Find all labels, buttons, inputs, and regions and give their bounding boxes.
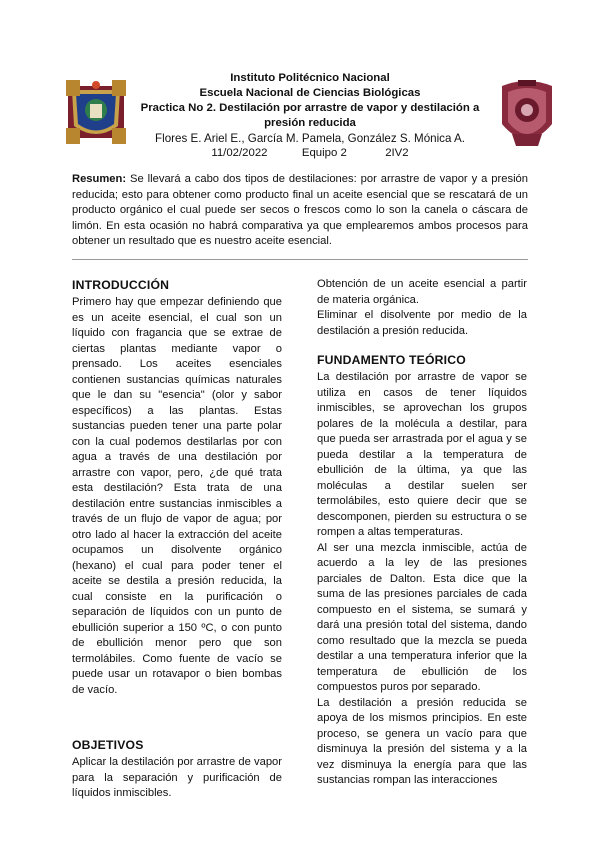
intro-body: Primero hay que empezar definiendo que es un aceite esencial, el cual son un líquido con fragancia que se extrae de ciertas plantas mediante vapor o prensado. Los aceites esenciales contienen sustancias químicas naturales que le dan su "esencia" (olor y sabor específicos) a las plantas. Estas sustancias pueden tener una parte polar con la cual podemos destilarlas por con agua a través de una destilación por arrastre con vapor, pero, ¿de qué trata esta destilación? Esta trata de una destilación entre sustancias inmiscibles a través de un flujo de vapor de agua; por otro lado al hacer la extracción del aceite ocupamos un disolvente orgánico (hexano) el cual para poder tener el aceite se destila a presión reducida, la cual consiste en la purificación o separación de líquidos con un punto de ebullición superior a 150 ºC, o con punto de ebullición menor pero que son termolábiles. Como fuente de vacío se puede usar un rotavapor o bien bombas de vacío. [72,296,282,696]
objective-item-1: Aplicar la destilación por arrastre de vapor para la separación y purificación de líquidos inmiscibles. [72,756,282,799]
meta-line [130,146,490,161]
institution-name: Instituto Politécnico Nacional [230,72,390,84]
left-column [72,277,282,802]
divider [72,259,528,260]
practice-title-line-1: Practica No 2. Destilación por arrastre de vapor y destilación a [140,102,480,114]
theory-paragraph-1: La destilación por arrastre de vapor se utiliza en casos de tener líquidos inmiscibles, se aprovechan los grupos polares de la molécula a destilar, para que pueda ser arrastrada por el agua y se pueda destilar a la temperatura de ebullición de la última, ya que las moléculas a destilar suelen ser termolábiles, esto quiere decir que se descomponen, pierden su estructura o se rompen a altas temperaturas. [317,371,527,538]
escudo-encb-icon [498,76,556,156]
date: 11/02/2022 [211,147,268,159]
objective-item-2: Obtención de un aceite esencial a partir de materia orgánica. [317,278,527,306]
objectives-title: OBJETIVOS [72,738,144,752]
theory-title: FUNDAMENTO TEÓRICO [317,353,466,367]
authors: Flores E. Ariel E., García M. Pamela, González S. Mónica A. [155,132,465,145]
intro-title: INTRODUCCIÓN [72,278,170,292]
objective-item-3: Eliminar el disolvente por medio de la destilación a presión reducida. [317,309,527,337]
school-name: Escuela Nacional de Ciencias Biológicas [199,87,421,99]
right-column [317,277,527,789]
abstract-label: Resumen: [72,173,127,185]
group: 2IV2 [385,147,409,159]
abstract-text: Se llevará a cabo dos tipos de destilaciones: por arrastre de vapor y a presión reducida; esto para obtener como producto final un aceite esencial que se rescatará de un producto orgánico el cual puede ser secos o frescos como lo son la canela o cáscara de limón. En esta ocasión no habrá comparativa ya que emplearemos ambos procesos para obtener un resultado que es nuestro aceite esencial. [72,173,528,248]
practice-title-line-2: presión reducida [264,117,356,129]
theory-paragraph-2: Al ser una mezcla inmiscible, actúa de acuerdo a la ley de las presiones parciales de Dalton. Esta dice que la suma de las presiones parciales de cada compuesto en el sistema, se sumará y dará una presión total del sistema, dando como resultado que la mezcla se pueda destilar a una temperatura inferior que la temperatura de ebullición de los compuestos puros por separado. [317,541,527,693]
theory-paragraph-3: La destilación a presión reducida se apoya de los mismos principios. En este proceso, se genera un vacío para que disminuya la presión del sistema y a la vez disminuya la energía para que las sustancias rompan las interacciones [317,696,527,786]
abstract [72,172,528,250]
team: Equipo 2 [301,147,347,159]
escudo-ipn-icon [66,80,126,144]
